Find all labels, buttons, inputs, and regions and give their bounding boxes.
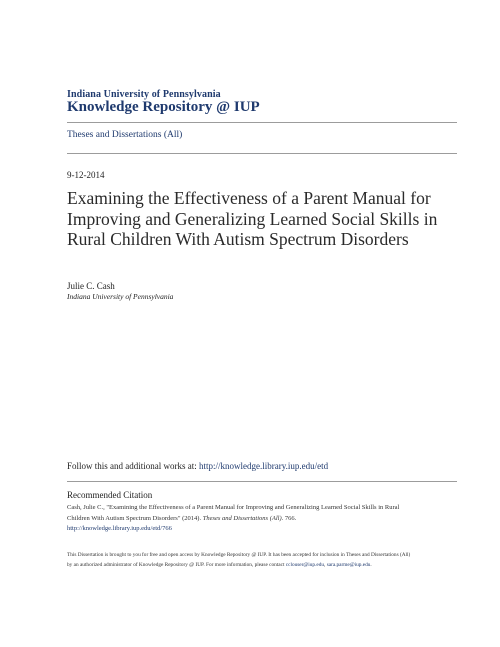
citation-text	[67, 503, 412, 535]
citation-heading: Recommended Citation	[67, 490, 153, 500]
citation-main: Cash, Julie C., "Examining the Effectiveness of a Parent Manual for Improving and Generalizing Learned Social Skills in Rural Children With Autism Spectrum Disorders" (2014).	[67, 504, 400, 522]
follow-label: Follow this and additional works at:	[67, 461, 199, 471]
document-title: Examining the Effectiveness of a Parent Manual for Improving and Generalizing Learned Social Skills in Rural Children With Autism Spectrum Disorders	[67, 188, 438, 249]
divider	[67, 481, 457, 482]
institution-name[interactable]: Indiana University of Pennsylvania	[67, 89, 221, 100]
access-notice	[67, 550, 412, 570]
divider	[67, 122, 457, 123]
citation-series: Theses and Dissertations (All)	[202, 514, 282, 522]
contact-email-2[interactable]: sara.parme@iup.edu	[326, 562, 371, 568]
citation-link[interactable]: http://knowledge.library.iup.edu/etd/766	[67, 525, 172, 532]
access-notice-text: This Dissertation is brought to you for free and open access by Knowledge Repository @ IUP. It has been accepted for inclusion in Theses and Dissertations (All) by an authorized administrator of Knowledge Repository @ IUP. For more information, please contact	[67, 552, 411, 568]
divider	[67, 153, 457, 154]
publication-date: 9-12-2014	[67, 170, 105, 180]
collection-link[interactable]: Theses and Dissertations (All)	[67, 130, 183, 140]
follow-line	[67, 461, 328, 471]
access-notice-end: .	[370, 562, 372, 568]
email-separator: ,	[324, 562, 327, 568]
author-affiliation: Indiana University of Pennsylvania	[67, 292, 174, 301]
repository-name[interactable]: Knowledge Repository @ IUP	[67, 99, 260, 115]
author-name: Julie C. Cash	[67, 281, 115, 291]
citation-end: . 766.	[281, 514, 297, 522]
follow-link[interactable]: http://knowledge.library.iup.edu/etd	[199, 461, 329, 471]
contact-email-1[interactable]: cclouser@iup.edu	[285, 562, 325, 568]
